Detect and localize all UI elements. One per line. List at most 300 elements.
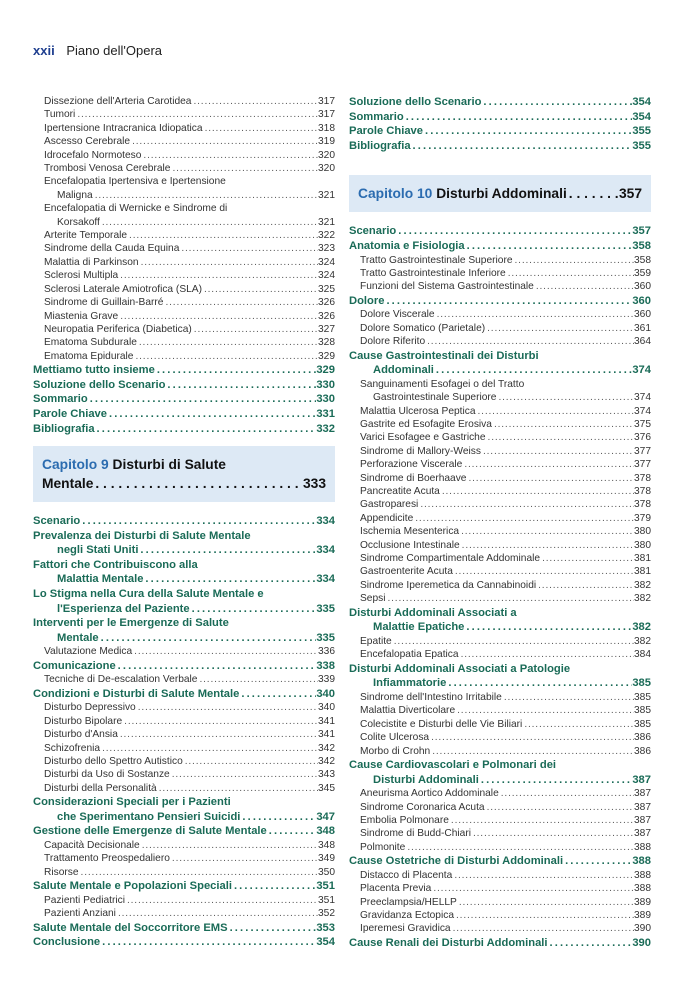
toc-entry-text: Trombosi Venosa Cerebrale xyxy=(44,163,171,175)
toc-entry xyxy=(349,239,651,254)
toc-entry xyxy=(33,715,335,728)
toc-entry-text: Sindrome Compartimentale Addominale xyxy=(360,553,541,565)
toc-page-number: 355 xyxy=(632,125,651,138)
toc-entry xyxy=(33,95,335,108)
chapter-title-line xyxy=(42,474,326,493)
toc-page-number: 322 xyxy=(318,230,335,242)
toc-entry-text: Distacco di Placenta xyxy=(360,869,453,881)
toc-entry-text: Colecistite e Disturbi delle Vie Biliari xyxy=(360,718,523,730)
toc-entry xyxy=(33,149,335,162)
toc-page-number: 341 xyxy=(318,715,335,727)
toc-page-number: 329 xyxy=(318,350,335,362)
toc-entry xyxy=(349,579,651,592)
page-header xyxy=(33,43,162,58)
toc-entry-text: Colite Ulcerosa xyxy=(360,732,430,744)
toc-page-number: 360 xyxy=(634,281,651,293)
toc-entry-text: Perforazione Viscerale xyxy=(360,459,463,471)
chapter-title: Disturbi Addominali xyxy=(436,186,567,202)
toc-page-number: 385 xyxy=(632,677,651,690)
toc-entry xyxy=(349,485,651,498)
toc-page-number: 353 xyxy=(316,921,335,934)
right-column xyxy=(349,95,651,950)
toc-entry xyxy=(33,602,335,617)
toc-page-number: 325 xyxy=(318,283,335,295)
left-top-entries xyxy=(33,95,335,436)
toc-entry-first-line: Cause Cardiovascolari e Polmonari dei xyxy=(349,758,557,771)
toc-entry xyxy=(33,673,335,686)
toc-entry-first-line: Considerazioni Speciali per i Pazienti xyxy=(33,796,231,809)
toc-entry xyxy=(349,254,651,267)
toc-page-number: 381 xyxy=(634,566,651,578)
toc-page-number: 380 xyxy=(634,539,651,551)
toc-page-number: 387 xyxy=(632,773,651,786)
toc-entry xyxy=(33,514,335,529)
toc-page-number: 387 xyxy=(634,801,651,813)
toc-page-number: 334 xyxy=(316,515,335,528)
toc-entry xyxy=(33,742,335,755)
toc-page-number: 374 xyxy=(632,364,651,377)
chapter-page: 357 xyxy=(618,186,642,202)
toc-entry xyxy=(33,921,335,936)
toc-page-number: 358 xyxy=(634,254,651,266)
toc-page-number: 348 xyxy=(318,840,335,852)
toc-entry xyxy=(349,801,651,814)
toc-entry-text: Sindrome Iperemetica da Cannabinoidi xyxy=(360,579,537,591)
toc-page-number: 389 xyxy=(634,896,651,908)
toc-page-number: 319 xyxy=(318,136,335,148)
toc-entry-text: Ischemia Mesenterica xyxy=(360,526,460,538)
toc-entry-text: Soluzione dello Scenario xyxy=(33,378,166,391)
toc-page-number: 354 xyxy=(632,96,651,108)
toc-entry-first-line: Prevalenza dei Disturbi di Salute Mentale xyxy=(33,529,251,542)
toc-entry-first-line: Encefalopatia Ipertensiva e Ipertensione xyxy=(44,176,226,188)
toc-page-number: 320 xyxy=(318,163,335,175)
toc-entry xyxy=(349,704,651,717)
toc-entry xyxy=(33,323,335,336)
toc-entry xyxy=(349,224,651,239)
toc-page-number: 388 xyxy=(634,883,651,895)
chapter-label: Capitolo 9 xyxy=(42,457,109,473)
toc-entry-text: Tratto Gastrointestinale Inferiore xyxy=(360,267,506,279)
toc-entry xyxy=(33,350,335,363)
toc-entry-text: Dissezione dell'Arteria Carotidea xyxy=(44,96,192,107)
toc-page-number: 374 xyxy=(634,405,651,417)
toc-page-number: 338 xyxy=(316,659,335,672)
toc-page-number: 390 xyxy=(632,936,651,949)
toc-entry xyxy=(33,659,335,674)
toc-entry-text: Sindrome di Boerhaave xyxy=(360,472,467,484)
toc-page-number: 360 xyxy=(634,309,651,321)
toc-entry xyxy=(33,824,335,839)
toc-entry-text: Gastroparesi xyxy=(360,499,419,511)
toc-page-number: 388 xyxy=(634,869,651,881)
toc-entry xyxy=(349,909,651,922)
toc-entry xyxy=(349,139,651,154)
toc-entry xyxy=(33,189,335,202)
toc-page-number: 349 xyxy=(318,853,335,865)
toc-entry-first-line: Disturbi Addominali Associati a Patologie xyxy=(349,662,571,675)
toc-entry xyxy=(349,731,651,744)
chapter-page: 333 xyxy=(302,476,326,492)
toc-page-number: 342 xyxy=(318,756,335,768)
toc-page-number: 385 xyxy=(634,691,651,703)
toc-entry xyxy=(349,896,651,909)
toc-entry xyxy=(33,216,335,229)
toc-page-number: 381 xyxy=(634,553,651,565)
toc-entry xyxy=(33,378,335,393)
toc-entry-text: Disturbi Addominali xyxy=(373,773,479,786)
toc-page-number: 385 xyxy=(634,705,651,717)
running-title: Piano dell'Opera xyxy=(66,43,163,58)
toc-entry-text: Bibliografia xyxy=(33,422,95,435)
toc-entry xyxy=(33,242,335,255)
toc-page-number: 382 xyxy=(632,621,651,634)
toc-entry-text: Gastrointestinale Superiore xyxy=(373,392,497,404)
toc-entry xyxy=(349,445,651,458)
toc-page-number: 347 xyxy=(316,810,335,823)
toc-entry-text: Parole Chiave xyxy=(33,407,107,420)
toc-entry-text: Malattie Epatiche xyxy=(373,621,465,634)
toc-entry xyxy=(33,122,335,135)
toc-entry-text: Ematoma Subdurale xyxy=(44,337,137,349)
toc-entry-text: Condizioni e Disturbi di Salute Mentale xyxy=(33,687,240,700)
toc-entry-text: Schizofrenia xyxy=(44,742,101,754)
toc-page-number: 317 xyxy=(318,109,335,121)
toc-entry xyxy=(349,472,651,485)
toc-entry xyxy=(33,907,335,920)
toc-page-number: 375 xyxy=(634,419,651,430)
toc-entry-text: Ipertensione Intracranica Idiopatica xyxy=(44,122,203,134)
toc-page-number: 341 xyxy=(318,729,335,741)
toc-page-number: 387 xyxy=(634,788,651,800)
page-number: xxii xyxy=(33,43,55,58)
toc-entry-text: Maligna xyxy=(57,189,93,201)
toc-entry-text: Iperemesi Gravidica xyxy=(360,923,451,935)
chapter-10-heading xyxy=(349,175,651,212)
toc-entry-text: Sindrome di Mallory-Weiss xyxy=(360,445,481,457)
toc-page-number: 376 xyxy=(634,432,651,444)
toc-entry xyxy=(33,852,335,865)
toc-page-number: 317 xyxy=(318,96,335,107)
left-chapter-entries xyxy=(33,514,335,950)
toc-entry-first-line: Lo Stigma nella Cura della Salute Mentale e xyxy=(33,588,264,601)
toc-entry-text: Tumori xyxy=(44,109,76,121)
toc-page-number: 329 xyxy=(316,364,335,377)
toc-entry xyxy=(33,336,335,349)
toc-entry-text: Risorse xyxy=(44,866,79,878)
toc-entry xyxy=(349,648,651,661)
toc-page-number: 378 xyxy=(634,486,651,498)
toc-entry-first-line: Disturbi Addominali Associati a xyxy=(349,606,517,619)
toc-page-number: 354 xyxy=(316,936,335,949)
toc-entry-first-line: Interventi per le Emergenze di Salute xyxy=(33,617,229,630)
toc-entry-text: Funzioni del Sistema Gastrointestinale xyxy=(360,281,534,293)
toc-page-number: 378 xyxy=(634,499,651,511)
toc-entry xyxy=(349,827,651,840)
toc-entry xyxy=(33,256,335,269)
toc-page-number: 374 xyxy=(634,392,651,404)
toc-page-number: 352 xyxy=(318,908,335,920)
toc-page-number: 364 xyxy=(634,336,651,348)
toc-entry xyxy=(33,296,335,309)
toc-entry xyxy=(33,229,335,242)
toc-entry-text: Appendicite xyxy=(360,512,414,524)
toc-entry-text: Korsakoff xyxy=(57,216,100,228)
toc-page-number: 380 xyxy=(634,526,651,538)
toc-page-number: 330 xyxy=(316,378,335,391)
toc-entry xyxy=(349,882,651,895)
toc-entry xyxy=(349,620,651,635)
toc-entry-text: Gestione delle Emergenze di Salute Mentale xyxy=(33,825,267,838)
toc-entry-text: Trattamento Preospedaliero xyxy=(44,853,170,865)
toc-page-number: 348 xyxy=(316,825,335,838)
toc-entry xyxy=(33,283,335,296)
chapter-title-cont: Mentale xyxy=(42,476,94,492)
toc-entry-text: Cause Ostetriche di Disturbi Addominali xyxy=(349,855,564,868)
toc-entry xyxy=(349,294,651,309)
toc-page-number: 323 xyxy=(318,243,335,255)
toc-page-number: 320 xyxy=(318,149,335,161)
toc-page-number: 361 xyxy=(634,322,651,334)
toc-entry-text: Arterite Temporale xyxy=(44,230,128,242)
toc-entry xyxy=(349,525,651,538)
toc-page-number: 388 xyxy=(634,841,651,853)
toc-entry-text: Sommario xyxy=(33,393,88,406)
toc-entry-text: Malattia Mentale xyxy=(57,573,144,586)
toc-page-number: 357 xyxy=(632,225,651,238)
toc-entry xyxy=(33,701,335,714)
toc-entry-text: Addominali xyxy=(373,364,434,377)
toc-entry-text: Salute Mentale e Popolazioni Speciali xyxy=(33,880,232,893)
toc-page-number: 331 xyxy=(316,407,335,420)
toc-page-number: 324 xyxy=(318,256,335,268)
toc-page-number: 377 xyxy=(634,445,651,457)
toc-entry xyxy=(349,431,651,444)
toc-page-number: 340 xyxy=(318,702,335,714)
left-column xyxy=(33,95,335,950)
toc-entry xyxy=(33,839,335,852)
toc-page-number: 358 xyxy=(632,239,651,252)
toc-entry-text: Dolore Somatico (Parietale) xyxy=(360,322,486,334)
toc-entry-text: Valutazione Medica xyxy=(44,646,133,658)
toc-entry-text: l'Esperienza del Paziente xyxy=(57,602,190,615)
toc-page-number: 382 xyxy=(634,635,651,647)
toc-entry xyxy=(349,405,651,418)
toc-page-number: 390 xyxy=(634,923,651,935)
chapter-label: Capitolo 10 xyxy=(358,186,433,202)
toc-entry-text: Capacità Decisionale xyxy=(44,840,140,852)
toc-entry-text: Sindrome di Guillain-Barré xyxy=(44,297,164,309)
right-top-entries xyxy=(349,95,651,153)
toc-entry-text: Epatite xyxy=(360,635,392,647)
toc-page-number: 334 xyxy=(316,544,335,557)
toc-entry-text: Pazienti Anziani xyxy=(44,908,116,920)
toc-entry-text: Parole Chiave xyxy=(349,125,423,138)
toc-entry-text: Conclusione xyxy=(33,936,101,949)
toc-entry-text: Aneurisma Aortico Addominale xyxy=(360,788,499,800)
toc-entry xyxy=(349,418,651,431)
toc-entry-text: Sindrome dell'Intestino Irritabile xyxy=(360,691,502,703)
toc-entry xyxy=(33,894,335,907)
toc-page-number: 335 xyxy=(316,631,335,644)
toc-page-number: 359 xyxy=(634,267,651,279)
toc-entry xyxy=(33,879,335,894)
toc-entry xyxy=(349,814,651,827)
toc-page-number: 351 xyxy=(316,880,335,893)
toc-page-number: 350 xyxy=(318,866,335,878)
toc-entry xyxy=(349,124,651,139)
chapter-title: Disturbi di Salute xyxy=(112,457,226,473)
toc-page-number: 339 xyxy=(318,674,335,686)
toc-entry xyxy=(33,866,335,879)
toc-entry xyxy=(349,787,651,800)
toc-entry-text: Tratto Gastrointestinale Superiore xyxy=(360,254,513,266)
toc-entry xyxy=(33,935,335,950)
toc-entry-text: negli Stati Uniti xyxy=(57,544,139,557)
toc-entry xyxy=(349,691,651,704)
toc-entry-text: Sclerosi Multipla xyxy=(44,270,119,282)
toc-page-number: 345 xyxy=(318,782,335,794)
toc-entry xyxy=(33,572,335,587)
toc-entry-text: Disturbo Depressivo xyxy=(44,702,136,714)
toc-page-number: 324 xyxy=(318,270,335,282)
toc-entry-text: Mettiamo tutto insieme xyxy=(33,364,155,377)
right-chapter-entries xyxy=(349,224,651,950)
toc-entry xyxy=(349,539,651,552)
toc-page-number: 386 xyxy=(634,745,651,757)
toc-entry xyxy=(33,687,335,702)
toc-entry-text: Anatomia e Fisiologia xyxy=(349,239,465,252)
toc-entry-text: Dolore xyxy=(349,294,385,307)
toc-entry-first-line: Cause Gastrointestinali dei Disturbi xyxy=(349,349,539,362)
toc-entry xyxy=(33,407,335,422)
toc-entry xyxy=(349,745,651,758)
toc-entry xyxy=(349,922,651,935)
toc-page-number: 336 xyxy=(318,646,335,658)
toc-entry xyxy=(349,95,651,110)
toc-entry xyxy=(349,280,651,293)
toc-entry xyxy=(33,755,335,768)
toc-entry-text: Miastenia Grave xyxy=(44,310,119,322)
toc-entry-text: che Sperimentano Pensieri Suicidi xyxy=(57,810,241,823)
toc-entry xyxy=(349,458,651,471)
toc-entry xyxy=(349,718,651,731)
toc-entry xyxy=(349,841,651,854)
toc-page-number: 335 xyxy=(316,602,335,615)
toc-entry-text: Placenta Previa xyxy=(360,883,432,895)
toc-entry xyxy=(349,565,651,578)
toc-entry xyxy=(33,108,335,121)
toc-entry xyxy=(349,363,651,378)
toc-entry-text: Gastrite ed Esofagite Erosiva xyxy=(360,419,492,430)
toc-page-number: 321 xyxy=(318,216,335,228)
toc-entry xyxy=(349,498,651,511)
toc-entry-text: Sclerosi Laterale Amiotrofica (SLA) xyxy=(44,283,202,295)
toc-page-number: 377 xyxy=(634,459,651,471)
toc-entry-text: Scenario xyxy=(33,515,81,528)
chapter-title-line xyxy=(358,184,642,203)
toc-entry-text: Encefalopatia Epatica xyxy=(360,649,459,661)
toc-entry xyxy=(349,854,651,869)
toc-entry-text: Dolore Viscerale xyxy=(360,309,435,321)
toc-entry xyxy=(349,267,651,280)
toc-entry xyxy=(349,335,651,348)
toc-entry-text: Bibliografia xyxy=(349,139,411,152)
toc-entry-text: Sindrome Coronarica Acuta xyxy=(360,801,485,813)
toc-page-number: 389 xyxy=(634,909,651,921)
toc-entry-text: Infiammatorie xyxy=(373,677,447,690)
toc-entry xyxy=(349,322,651,335)
toc-entry-text: Disturbo dello Spettro Autistico xyxy=(44,756,183,768)
toc-page-number: 318 xyxy=(318,122,335,134)
toc-entry-text: Pancreatite Acuta xyxy=(360,486,440,498)
toc-page-number: 326 xyxy=(318,297,335,309)
toc-page-number: 340 xyxy=(316,687,335,700)
toc-entry-text: Malattia Diverticolare xyxy=(360,705,456,717)
toc-page-number: 354 xyxy=(632,110,651,123)
toc-page-number: 382 xyxy=(634,579,651,591)
toc-entry-text: Neuropatia Periferica (Diabetica) xyxy=(44,323,192,335)
toc-entry xyxy=(349,552,651,565)
toc-page-number: 379 xyxy=(634,512,651,524)
toc-entry-text: Sommario xyxy=(349,110,404,123)
toc-entry xyxy=(33,269,335,282)
toc-entry-text: Tecniche di De-escalation Verbale xyxy=(44,674,198,686)
toc-entry xyxy=(33,631,335,646)
toc-entry xyxy=(33,310,335,323)
toc-entry-text: Dolore Riferito xyxy=(360,336,426,348)
toc-entry xyxy=(33,135,335,148)
toc-page-number: 385 xyxy=(634,718,651,730)
toc-page-number: 330 xyxy=(316,393,335,406)
toc-page-number: 328 xyxy=(318,337,335,349)
toc-entry-text: Soluzione dello Scenario xyxy=(349,96,482,108)
toc-entry-text: Sindrome di Budd-Chiari xyxy=(360,828,471,840)
toc-entry-text: Disturbo Bipolare xyxy=(44,715,123,727)
toc-entry-text: Gastroenterite Acuta xyxy=(360,566,453,578)
toc-entry xyxy=(349,110,651,125)
toc-entry-text: Ematoma Epidurale xyxy=(44,350,134,362)
toc-entry xyxy=(349,308,651,321)
toc-entry-text: Polmonite xyxy=(360,841,406,853)
toc-page-number: 321 xyxy=(318,189,335,201)
toc-entry xyxy=(33,728,335,741)
toc-entry xyxy=(33,810,335,825)
toc-entry-text: Mentale xyxy=(57,631,99,644)
chapter-9-heading xyxy=(33,446,335,502)
toc-entry-text: Salute Mentale del Soccorritore EMS xyxy=(33,921,228,934)
toc-entry-text: Disturbi della Personalità xyxy=(44,782,157,794)
toc-entry xyxy=(33,392,335,407)
toc-entry xyxy=(33,162,335,175)
toc-page-number: 334 xyxy=(316,573,335,586)
toc-page-number: 327 xyxy=(318,323,335,335)
toc-entry-text: Varici Esofagee e Gastriche xyxy=(360,432,486,444)
toc-page-number: 387 xyxy=(634,814,651,826)
toc-entry-text: Ascesso Cerebrale xyxy=(44,136,131,148)
toc-entry xyxy=(349,635,651,648)
toc-page-number: 378 xyxy=(634,472,651,484)
toc-entry xyxy=(33,782,335,795)
toc-page-number: 384 xyxy=(634,649,651,661)
toc-page-number: 326 xyxy=(318,310,335,322)
toc-entry xyxy=(33,543,335,558)
toc-entry-text: Sepsi xyxy=(360,593,386,605)
toc-page-number: 387 xyxy=(634,828,651,840)
toc-entry xyxy=(33,363,335,378)
toc-entry xyxy=(349,869,651,882)
toc-entry xyxy=(349,676,651,691)
